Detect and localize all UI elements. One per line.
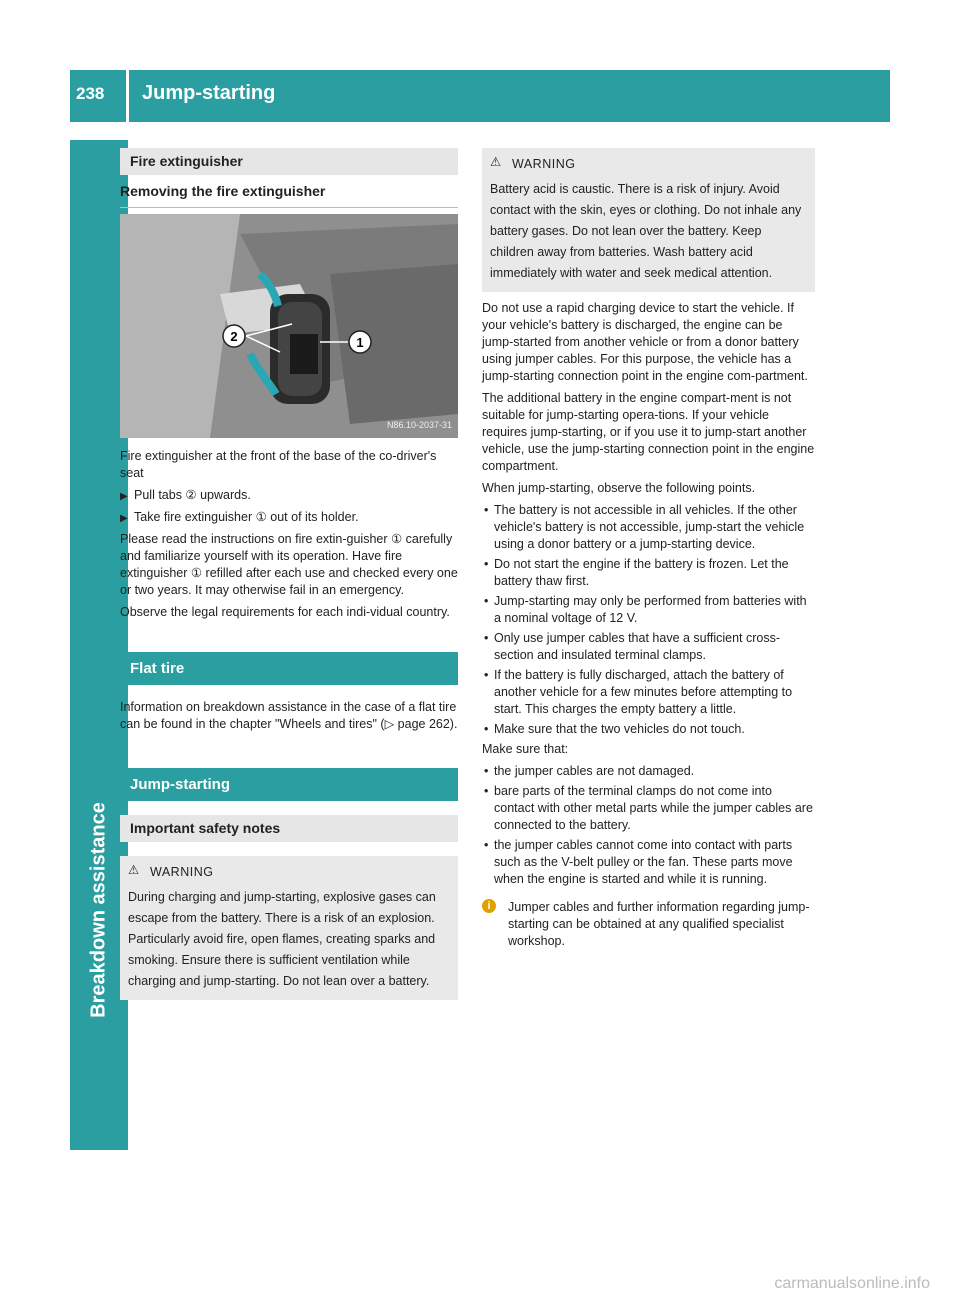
watermark: carmanualsonline.info: [774, 1275, 930, 1292]
fire-extinguisher-heading: Fire extinguisher: [120, 148, 458, 175]
warning-text: During charging and jump-starting, explosive gases can escape from the battery. There is a risk of an explosion.: [128, 890, 436, 925]
bullet-list: [482, 763, 815, 888]
list-item: • Make sure that the two vehicles do not touch.: [484, 722, 745, 736]
list-item: • The battery is not accessible in all vehicles. If the other vehicle's battery is not accessible, jump-start the vehicle using a donor battery or a jump-starting device.: [484, 503, 805, 551]
list-item: • bare parts of the terminal clamps do not come into contact with other metal parts while the jumper cables are connected to the battery.: [484, 784, 813, 832]
page-number: 238: [76, 84, 105, 103]
paragraph: Observe the legal requirements for each indi-vidual country.: [120, 605, 450, 619]
warning-title: ⚠ WARNING: [128, 863, 214, 879]
info-note: i Jumper cables and further information regarding jump-starting can be obtained at any qualified specialist workshop.: [482, 899, 815, 950]
page-header: [70, 70, 890, 122]
fire-extinguisher-figure: [120, 214, 458, 438]
list-item: • Jump-starting may only be performed from batteries with a nominal voltage of 12 V.: [484, 594, 807, 625]
jump-starting-heading: Jump-starting: [120, 768, 458, 801]
figure-caption: Fire extinguisher at the front of the base of the co-driver's seat: [120, 449, 437, 480]
list-item: • If the battery is fully discharged, attach the battery of another vehicle for a few minutes before attempting to start. This charges the empty battery a little.: [484, 668, 793, 716]
header-divider: [126, 70, 129, 122]
chapter-tab-label: Breakdown assistance: [87, 802, 110, 1018]
info-icon: i: [482, 899, 496, 913]
callout-1: 1: [356, 335, 364, 350]
safety-notes-heading: Important safety notes: [120, 815, 458, 842]
paragraph: When jump-starting, observe the following points.: [482, 481, 756, 495]
paragraph: Do not use a rapid charging device to start the vehicle. If your vehicle's battery is discharged, the engine can be jump-started from another vehicle or from a donor battery using jumper cables. For this purpose, the vehicle has a jump-starting connection point in the engine com-partment.: [482, 301, 808, 383]
fire-extinguisher-illustration: [120, 214, 458, 438]
flat-tire-heading: Flat tire: [120, 652, 458, 685]
warning-title: ⚠ WARNING: [490, 155, 576, 171]
warning-triangle-icon: ⚠: [490, 155, 502, 169]
list-item: • Only use jumper cables that have a sufficient cross-section and insulated terminal clamps.: [484, 631, 781, 662]
list-item: • the jumper cables are not damaged.: [484, 764, 695, 778]
paragraph: Make sure that:: [482, 742, 569, 756]
right-column: [482, 148, 815, 950]
instruction-step: ▶ Take fire extinguisher ① out of its holder.: [120, 509, 458, 526]
warning-box-acid: [482, 148, 815, 292]
warning-triangle-icon: ⚠: [128, 863, 140, 877]
list-item: • the jumper cables cannot come into contact with parts such as the V-belt pulley or the fan. These parts move when the engine is started and while it is running.: [484, 838, 793, 886]
figure-id: N86.10-2037-31: [386, 420, 452, 430]
removing-heading: Removing the fire extinguisher: [120, 183, 458, 208]
bullet-list: [482, 502, 815, 738]
warning-box-explosion: [120, 856, 458, 1000]
flat-tire-text: Information on breakdown assistance in the case of a flat tire can be found in the chapter "Wheels and tires" (▷ page 262).: [120, 700, 458, 731]
paragraph: The additional battery in the engine compart-ment is not suitable for jump-starting opera-tions. If your vehicle requires jump-starting, or if you use it to jump-start another vehicle, use the jump-starting connection point in the engine compartment.: [482, 391, 815, 473]
warning-text: Battery acid is caustic. There is a risk of injury. Avoid contact with the skin, eyes or clothing. Do not inhale any battery gases. Do not lean over the battery. Keep children away from batteries. Wash battery acid immediately with water and seek medical attention.: [490, 182, 802, 280]
paragraph: Please read the instructions on fire extin-guisher ① carefully and familiarize yourself with its operation. Have fire extinguisher ① refilled after each use and checked every one or two years. It may otherwise fail in an emergency.: [120, 532, 458, 597]
instruction-step: ▶ Pull tabs ② upwards.: [120, 487, 458, 504]
list-item: • Do not start the engine if the battery is frozen. Let the battery thaw first.: [484, 557, 789, 588]
callout-2: 2: [230, 329, 238, 344]
page-title: Jump-starting: [142, 82, 276, 104]
left-column: [120, 148, 458, 1008]
warning-text: Particularly avoid fire, open flames, creating sparks and smoking. Ensure there is sufficient ventilation while charging and jump-starting. Do not lean over a battery.: [128, 932, 436, 988]
arrow-icon: ▶: [120, 513, 128, 524]
arrow-icon: ▶: [120, 491, 128, 502]
